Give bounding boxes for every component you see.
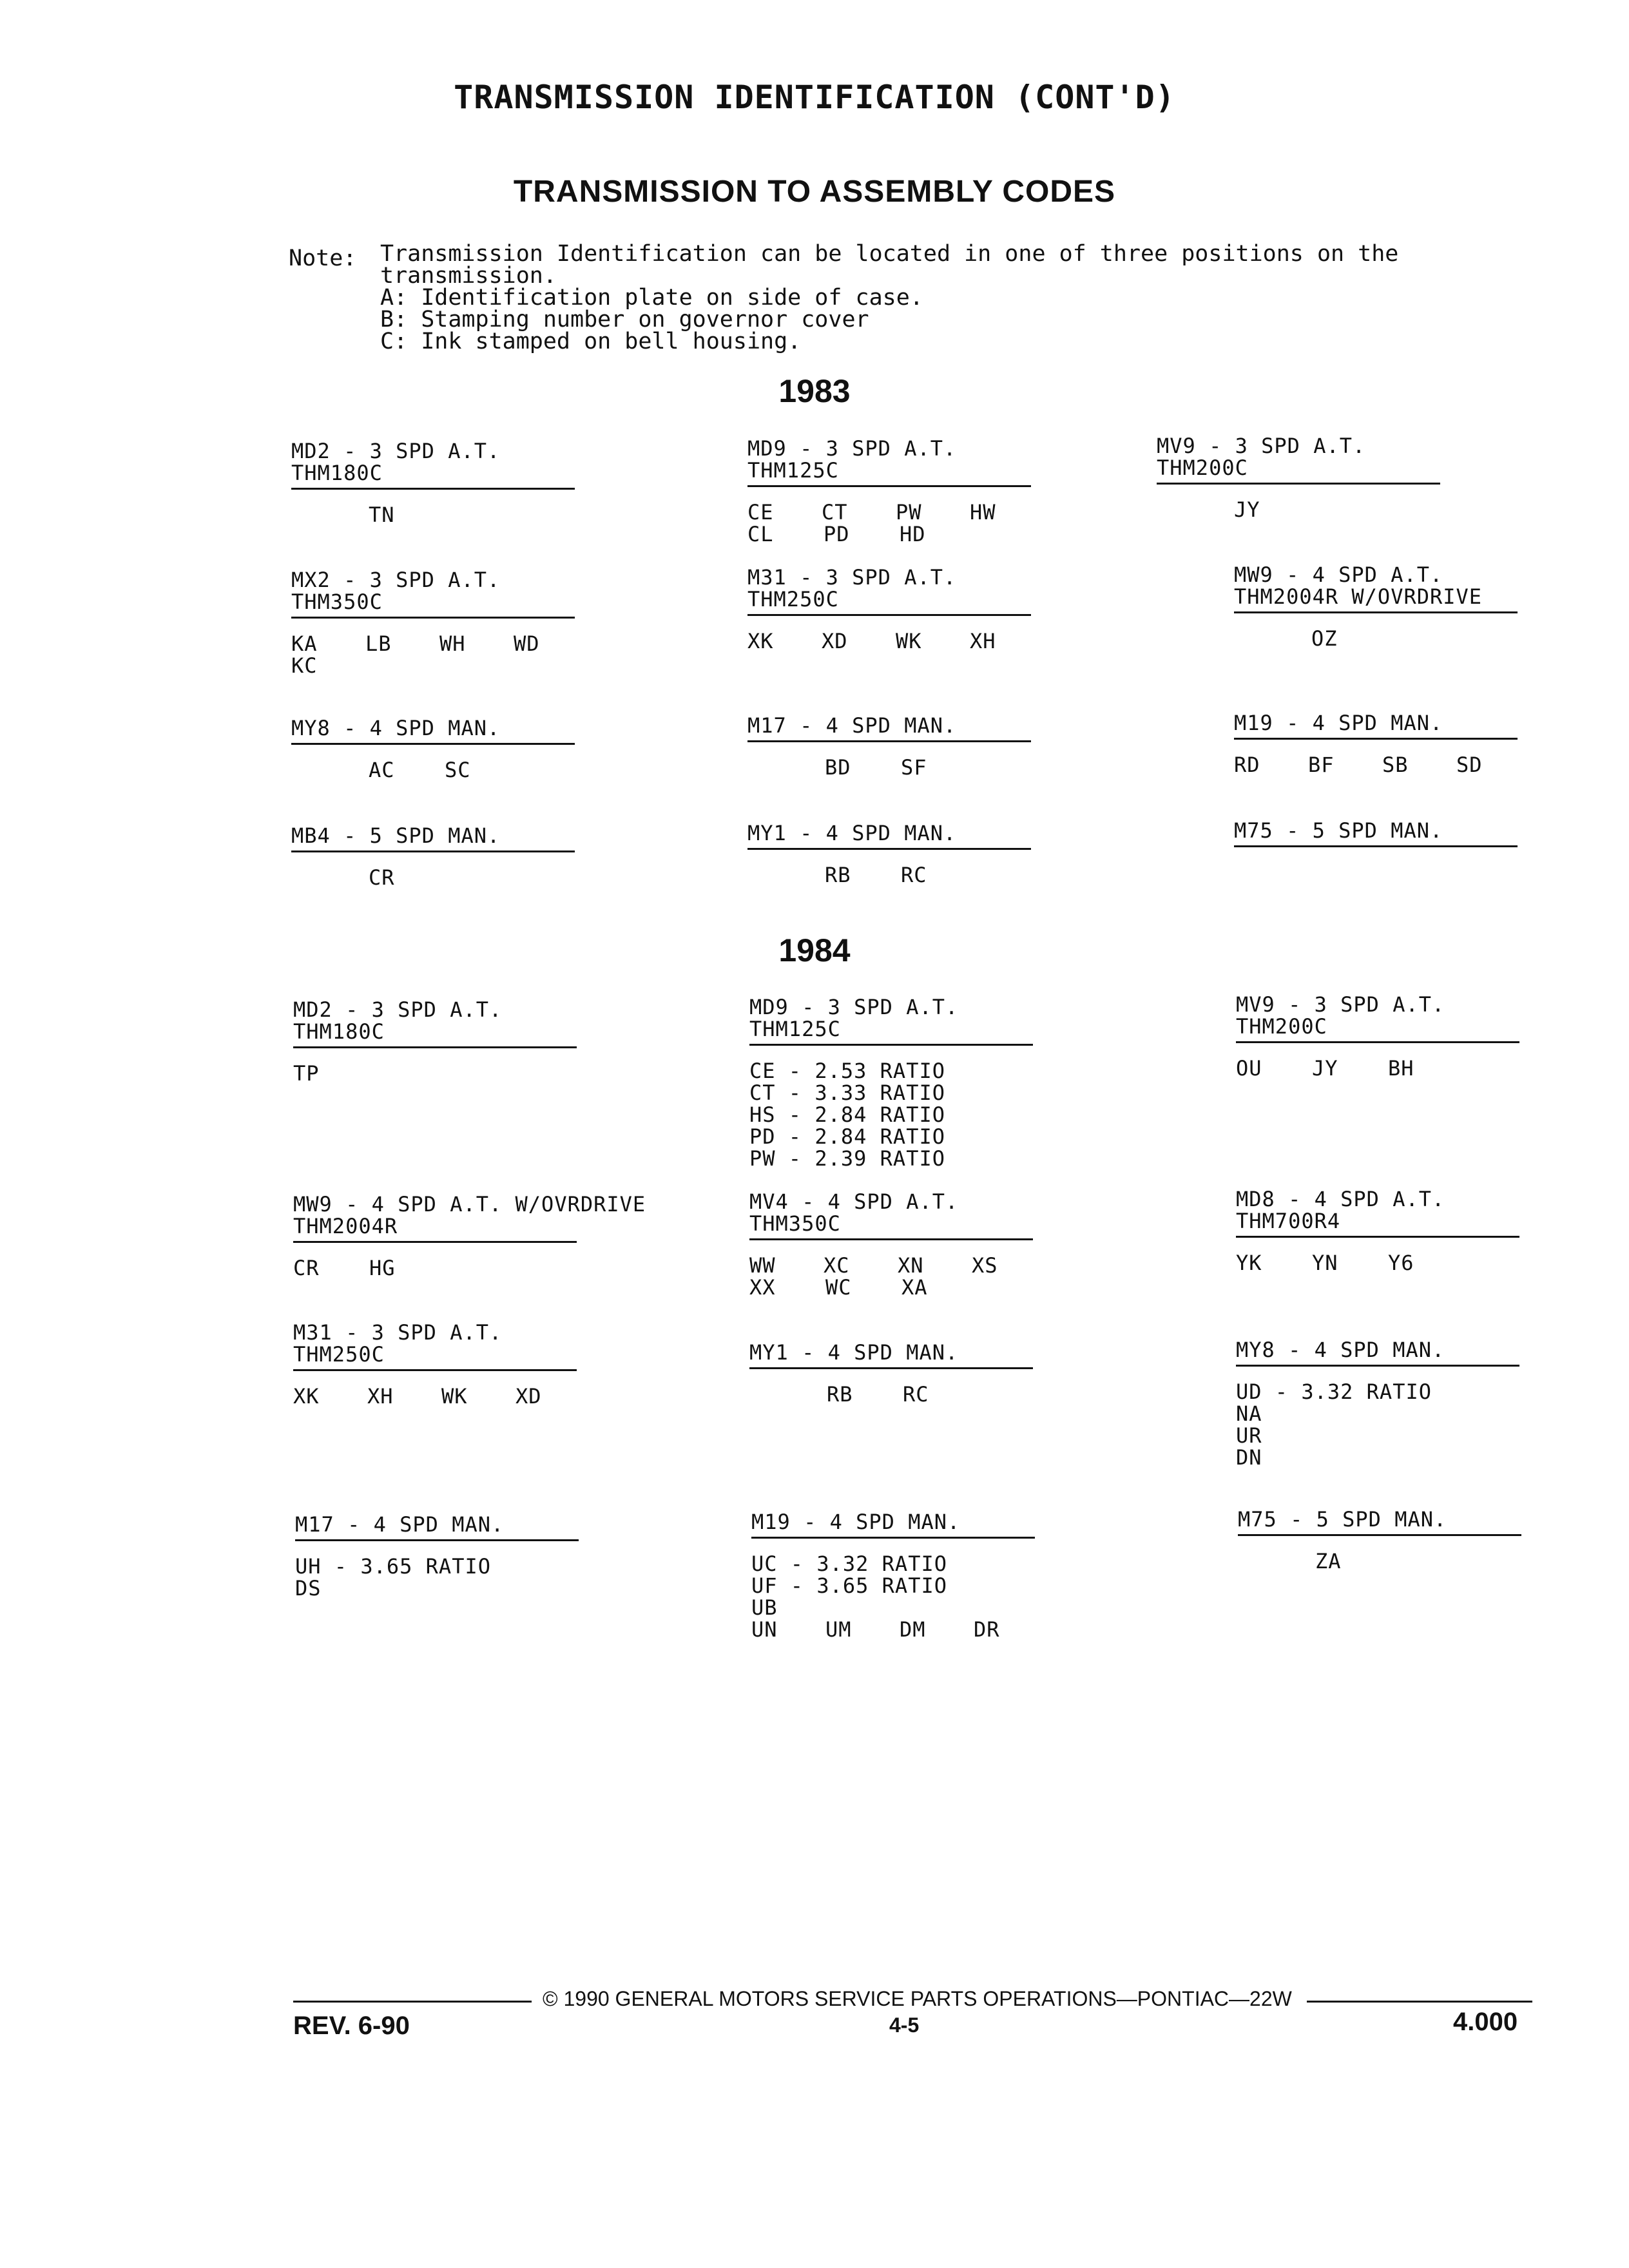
divider [293,1241,577,1243]
code: RB [827,1382,853,1407]
trans-block-1984-mw9 [293,1193,706,1279]
code: SC [445,758,471,782]
code-row [1234,754,1530,776]
code: RB [825,863,851,887]
code-row [1238,1550,1534,1572]
code: HW [970,500,996,524]
code: CR [369,865,395,890]
code-row [293,1257,706,1279]
code: WH [439,631,466,656]
divider [1157,483,1440,485]
trans-block-1984-mv9 [1236,994,1532,1079]
code: OZ [1311,626,1338,651]
code-row [749,1082,1046,1104]
code: ZA [1315,1549,1342,1573]
code: XD [822,629,848,653]
block-trans: THM250C [293,1342,385,1367]
code: NA [1236,1401,1262,1426]
code-row [747,864,1044,886]
code: XK [747,629,774,653]
code: PW - 2.39 RATIO [749,1146,945,1171]
block-model: M31 - 3 SPD A.T. [747,565,957,590]
divider [291,743,575,745]
block-model: MD2 - 3 SPD A.T. [291,439,501,463]
block-trans: THM2004R W/OVRDRIVE [1234,584,1483,609]
code: WD [514,631,540,656]
code: CT - 3.33 RATIO [749,1081,945,1105]
code: LB [365,631,392,656]
code: WK [896,629,922,653]
note-line-3: A: Identification plate on side of case. [380,285,923,311]
divider [749,1367,1033,1369]
code: SD [1456,753,1483,777]
trans-block-1984-m31 [293,1321,590,1407]
year-heading-1984: 1984 [778,932,851,968]
code: YK [1236,1251,1262,1275]
code: YN [1312,1251,1338,1275]
code: XK [293,1384,320,1408]
trans-block-1983-m17 [747,715,1044,778]
page-number: 4-5 [889,2013,920,2037]
trans-block-1983-md9 [747,437,1044,545]
block-model: MV9 - 3 SPD A.T. [1236,992,1445,1017]
code-row [291,867,588,889]
code-row [747,630,1044,652]
divider [747,848,1031,850]
divider [747,485,1031,487]
code: AC [369,758,395,782]
trans-block-1983-mw9 [1234,564,1543,649]
block-model: M75 - 5 SPD MAN. [1234,818,1443,843]
trans-block-1983-md2 [291,440,588,526]
revision-label: REV. 6-90 [293,2012,410,2040]
block-trans: THM350C [291,590,383,614]
block-model: M19 - 4 SPD MAN. [751,1510,961,1534]
block-trans: THM125C [749,1017,841,1041]
block-model: M75 - 5 SPD MAN. [1238,1507,1447,1532]
year-heading-1983: 1983 [778,373,851,409]
code-row [293,1062,590,1084]
code-row [295,1555,592,1577]
divider [291,850,575,852]
code: UH - 3.65 RATIO [295,1554,491,1579]
code-row [751,1575,1048,1597]
code-row [751,1597,1048,1619]
note-line-1: Transmission Identification can be located in one of three positions on the [380,241,1399,267]
trans-block-1984-m75 [1238,1508,1534,1572]
code: BH [1388,1056,1414,1081]
block-trans: THM350C [749,1211,841,1236]
code-row [291,633,588,655]
code-row [1236,1252,1532,1274]
code: CT [822,500,848,524]
block-model: MY8 - 4 SPD MAN. [291,716,501,740]
divider [293,1046,577,1048]
code-row [1157,499,1530,521]
trans-block-1983-mx2 [291,569,588,677]
block-model: M19 - 4 SPD MAN. [1234,711,1443,735]
code: HG [369,1256,396,1280]
divider [1236,1041,1519,1043]
note-line-5: C: Ink stamped on bell housing. [380,329,802,354]
code: OU [1236,1056,1262,1081]
block-model: M31 - 3 SPD A.T. [293,1320,503,1345]
trans-block-1983-m75 [1234,820,1530,861]
block-model: M17 - 4 SPD MAN. [295,1512,505,1537]
code: UD - 3.32 RATIO [1236,1379,1432,1404]
block-model: MX2 - 3 SPD A.T. [291,568,501,592]
footer-rule-right [1307,2001,1532,2003]
code: KC [291,653,318,678]
divider [747,614,1031,616]
code: SF [901,755,927,780]
code: WW [749,1253,776,1278]
divider [1234,611,1518,613]
code: TN [369,503,395,527]
divider [1234,845,1518,847]
note-label: Note: [289,245,357,271]
page-title: TRANSMISSION IDENTIFICATION (CONT'D) [454,79,1175,116]
trans-block-1983-m19 [1234,712,1530,776]
code: UC - 3.32 RATIO [751,1552,947,1576]
code: DN [1236,1445,1262,1470]
block-model: MW9 - 4 SPD A.T. W/OVRDRIVE [293,1192,646,1216]
code: CL [747,522,774,546]
block-trans: THM700R4 [1236,1209,1341,1233]
code-row [749,1254,1046,1276]
divider [1234,738,1518,740]
code-row [295,1577,592,1599]
code: CR [293,1256,320,1280]
block-model: MY1 - 4 SPD MAN. [749,1340,959,1365]
block-model: MD9 - 3 SPD A.T. [749,995,959,1019]
code-row [1236,1446,1532,1468]
code-row [1236,1381,1532,1403]
code-row [751,1619,1048,1640]
code-row [749,1104,1046,1126]
code-row [749,1276,1046,1298]
code: UM [825,1617,852,1642]
divider [747,740,1031,742]
code: UR [1236,1423,1262,1448]
code: BD [825,755,851,780]
block-model: MY1 - 4 SPD MAN. [747,821,957,845]
code-row [291,759,588,781]
code: XH [970,629,996,653]
copyright-notice: © 1990 GENERAL MOTORS SERVICE PARTS OPERATIONS—PONTIAC—22W [543,1987,1292,2010]
code: JY [1234,497,1260,522]
trans-block-1983-my1 [747,822,1044,886]
divider [1238,1534,1521,1536]
code: TP [293,1061,320,1086]
block-trans: THM180C [291,461,383,485]
code: DS [295,1576,322,1600]
code-row [751,1553,1048,1575]
divider [1236,1365,1519,1367]
trans-block-1984-m17 [295,1514,592,1599]
code-row [749,1126,1046,1148]
code: XA [901,1275,928,1300]
code: KA [291,631,318,656]
code: JY [1312,1056,1338,1081]
code: Y6 [1388,1251,1414,1275]
footer-rule-left [293,2001,532,2003]
code: DR [974,1617,1000,1642]
block-model: MD9 - 3 SPD A.T. [747,436,957,461]
code: XD [516,1384,542,1408]
divider [751,1537,1035,1539]
trans-block-1984-my8 [1236,1339,1532,1468]
code-row [291,504,588,526]
trans-block-1983-m31 [747,566,1044,652]
divider [295,1539,579,1541]
code: PD [824,522,850,546]
block-trans: THM2004R [293,1214,398,1238]
code-row [747,523,1044,545]
trans-block-1983-my8 [291,717,588,781]
note-line-4: B: Stamping number on governor cover [380,307,869,332]
block-trans: THM200C [1236,1014,1327,1039]
note-line-2: transmission. [380,263,557,289]
code-row [1236,1425,1532,1446]
code: RC [903,1382,929,1407]
trans-block-1983-mv9 [1157,434,1530,522]
divider [749,1044,1033,1046]
page-subtitle: TRANSMISSION TO ASSEMBLY CODES [513,175,1116,209]
block-trans: THM180C [293,1019,385,1044]
code-row [1236,1057,1532,1079]
code: XS [972,1253,998,1278]
code: UF - 3.65 RATIO [751,1573,947,1598]
code: UN [751,1617,778,1642]
divider [1236,1236,1519,1238]
code: RC [901,863,927,887]
code: BF [1308,753,1335,777]
code: HD [900,522,926,546]
code: RD [1234,753,1260,777]
block-model: MD8 - 4 SPD A.T. [1236,1187,1445,1211]
code: UB [751,1595,778,1620]
block-model: MB4 - 5 SPD MAN. [291,823,501,848]
trans-block-1984-mv4 [749,1191,1046,1298]
trans-block-1983-mb4 [291,825,588,889]
trans-block-1984-md9 [749,996,1046,1169]
code-row [749,1060,1046,1082]
code-row [1236,1403,1532,1425]
code-row [1234,628,1543,649]
code-row [291,655,588,677]
code: WC [825,1275,852,1300]
code: XN [898,1253,924,1278]
code-row [293,1385,590,1407]
code: WK [441,1384,468,1408]
divider [293,1369,577,1371]
block-model: MY8 - 4 SPD MAN. [1236,1338,1445,1362]
code: SB [1382,753,1409,777]
block-model: MD2 - 3 SPD A.T. [293,997,503,1022]
code: CE - 2.53 RATIO [749,1059,945,1083]
block-trans: THM200C [1157,456,1248,480]
block-model: M17 - 4 SPD MAN. [747,713,957,738]
code-row [749,1383,1046,1405]
code-row [747,756,1044,778]
trans-block-1984-md2 [293,999,590,1084]
trans-block-1984-m19 [751,1511,1048,1640]
code: XX [749,1275,776,1300]
code: PD - 2.84 RATIO [749,1124,945,1149]
code: XC [824,1253,850,1278]
code-row [749,1148,1046,1169]
block-model: MW9 - 4 SPD A.T. [1234,562,1443,587]
code: CE [747,500,774,524]
code: DM [900,1617,926,1642]
block-model: MV4 - 4 SPD A.T. [749,1189,959,1214]
code: HS - 2.84 RATIO [749,1102,945,1127]
code-row [747,501,1044,523]
code: XH [367,1384,394,1408]
block-trans: THM250C [747,587,839,611]
divider [749,1238,1033,1240]
divider [291,488,575,490]
block-trans: THM125C [747,458,839,483]
block-model: MV9 - 3 SPD A.T. [1157,434,1366,458]
trans-block-1984-my1 [749,1341,1046,1405]
divider [291,617,575,619]
section-number: 4.000 [1453,2008,1518,2036]
trans-block-1984-md8 [1236,1188,1532,1274]
code: PW [896,500,922,524]
